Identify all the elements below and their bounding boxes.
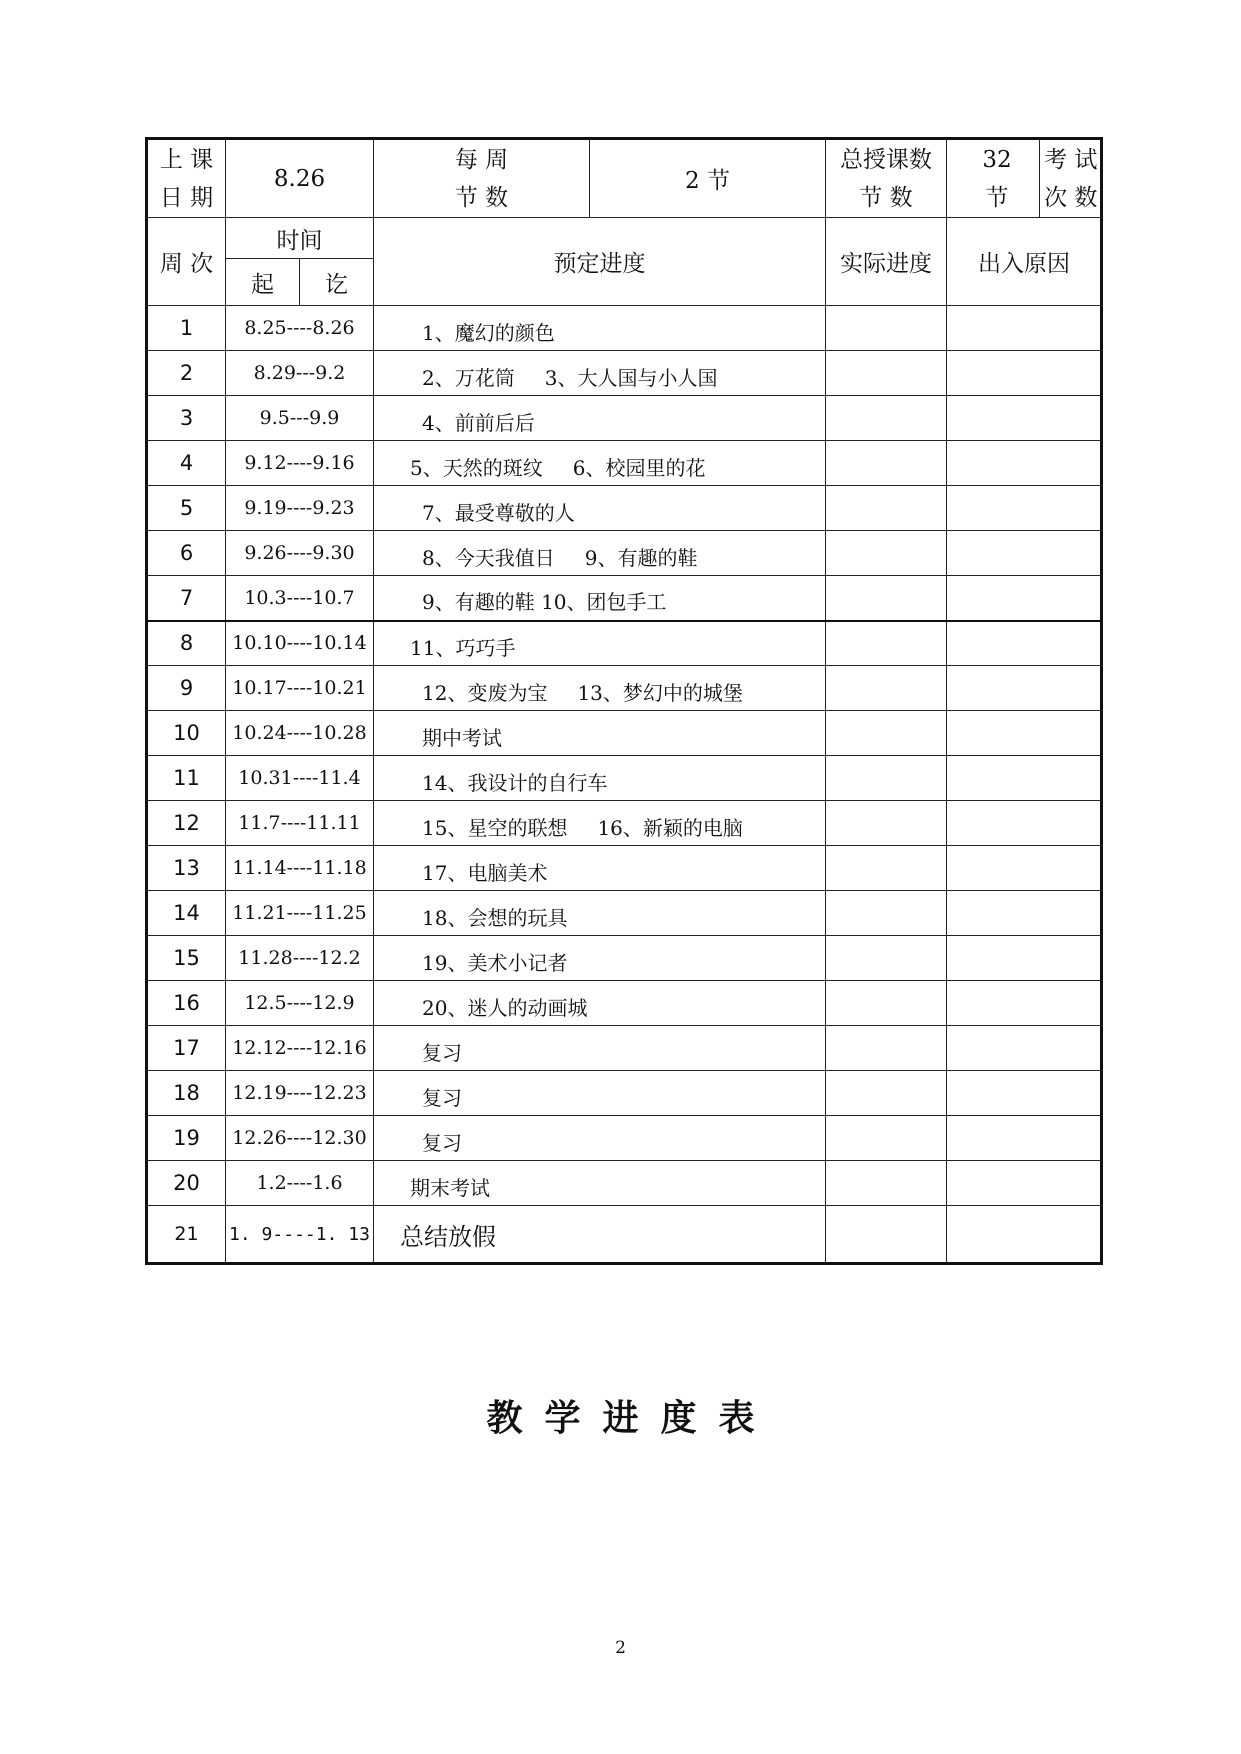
deviation-reason-cell bbox=[947, 891, 1102, 936]
planned-progress bbox=[374, 1116, 826, 1161]
table-row bbox=[147, 711, 1102, 756]
exam-count-label: 考 试 次 数 bbox=[1040, 139, 1102, 218]
deviation-reason-cell bbox=[947, 756, 1102, 801]
date-range: 9.12----9.16 bbox=[226, 441, 374, 486]
table-row bbox=[147, 441, 1102, 486]
deviation-reason-cell bbox=[947, 936, 1102, 981]
week-number: 8 bbox=[147, 621, 226, 666]
planned-progress-text: 2、万花筒 bbox=[422, 365, 515, 390]
planned-progress-text: 17、电脑美术 bbox=[422, 860, 548, 885]
header-row bbox=[147, 139, 1102, 218]
table-row bbox=[147, 1161, 1102, 1206]
planned-progress-text: 4、前前后后 bbox=[422, 410, 535, 435]
deviation-reason-cell bbox=[947, 396, 1102, 441]
deviation-reason-cell bbox=[947, 1026, 1102, 1071]
actual-progress-cell bbox=[826, 1206, 947, 1264]
actual-progress-cell bbox=[826, 486, 947, 531]
table-row bbox=[147, 621, 1102, 666]
date-range: 9.5---9.9 bbox=[226, 396, 374, 441]
planned-progress-text: 复习 bbox=[422, 1130, 462, 1155]
week-number: 2 bbox=[147, 351, 226, 396]
actual-progress-cell bbox=[826, 891, 947, 936]
total-sessions-label: 总授课数 节 数 bbox=[826, 139, 947, 218]
planned-progress-text: 总结放假 bbox=[400, 1222, 496, 1251]
actual-progress-cell bbox=[826, 1071, 947, 1116]
table-row bbox=[147, 891, 1102, 936]
schedule-table bbox=[145, 137, 1103, 1265]
date-range: 11.21----11.25 bbox=[226, 891, 374, 936]
document-title: 教学进度表 bbox=[486, 1398, 777, 1439]
planned-progress bbox=[374, 981, 826, 1026]
date-range: 10.31----11.4 bbox=[226, 756, 374, 801]
week-number: 17 bbox=[147, 1026, 226, 1071]
actual-progress-cell bbox=[826, 1161, 947, 1206]
planned-progress-text: 7、最受尊敬的人 bbox=[422, 500, 575, 525]
actual-progress-cell bbox=[826, 981, 947, 1026]
week-number: 5 bbox=[147, 486, 226, 531]
planned-progress bbox=[374, 1071, 826, 1116]
week-number: 7 bbox=[147, 576, 226, 621]
planned-progress-text: 5、天然的斑纹 bbox=[410, 455, 543, 480]
planned-progress bbox=[374, 441, 826, 486]
week-number: 21 bbox=[147, 1206, 226, 1264]
week-number: 12 bbox=[147, 801, 226, 846]
date-range: 9.19----9.23 bbox=[226, 486, 374, 531]
start-date-label: 上 课 日 期 bbox=[147, 139, 226, 218]
date-range: 1. 9----1. 13 bbox=[226, 1206, 374, 1264]
deviation-reason-cell bbox=[947, 531, 1102, 576]
deviation-reason-cell bbox=[947, 981, 1102, 1026]
actual-progress-cell bbox=[826, 711, 947, 756]
actual-progress-cell bbox=[826, 846, 947, 891]
actual-progress-cell bbox=[826, 936, 947, 981]
from-label: 起 bbox=[226, 259, 300, 306]
planned-progress-text: 9、有趣的鞋 10、团包手工 bbox=[422, 590, 667, 615]
deviation-reason-label: 出入原因 bbox=[947, 218, 1102, 306]
week-number: 20 bbox=[147, 1161, 226, 1206]
deviation-reason-cell bbox=[947, 801, 1102, 846]
planned-progress bbox=[374, 1161, 826, 1206]
table-row bbox=[147, 666, 1102, 711]
week-number: 6 bbox=[147, 531, 226, 576]
planned-progress bbox=[374, 621, 826, 666]
deviation-reason-cell bbox=[947, 1116, 1102, 1161]
planned-progress-text: 11、巧巧手 bbox=[410, 635, 516, 660]
planned-progress bbox=[374, 1026, 826, 1071]
week-number: 9 bbox=[147, 666, 226, 711]
planned-progress-text: 期中考试 bbox=[422, 725, 502, 750]
table-row bbox=[147, 1206, 1102, 1264]
deviation-reason-cell bbox=[947, 576, 1102, 621]
deviation-reason-cell bbox=[947, 666, 1102, 711]
table-row bbox=[147, 306, 1102, 351]
week-number: 4 bbox=[147, 441, 226, 486]
table-row bbox=[147, 981, 1102, 1026]
actual-progress-cell bbox=[826, 1116, 947, 1161]
date-range: 11.28----12.2 bbox=[226, 936, 374, 981]
time-label: 时间 bbox=[226, 218, 374, 259]
actual-progress-cell bbox=[826, 621, 947, 666]
week-number: 11 bbox=[147, 756, 226, 801]
planned-progress-text: 复习 bbox=[422, 1040, 462, 1065]
week-number: 15 bbox=[147, 936, 226, 981]
planned-progress-text: 期末考试 bbox=[410, 1175, 490, 1200]
table-row bbox=[147, 801, 1102, 846]
planned-progress bbox=[374, 351, 826, 396]
deviation-reason-cell bbox=[947, 1161, 1102, 1206]
planned-progress bbox=[374, 531, 826, 576]
actual-progress-cell bbox=[826, 666, 947, 711]
date-range: 11.7----11.11 bbox=[226, 801, 374, 846]
start-date-value: 8.26 bbox=[226, 139, 374, 218]
date-range: 10.17----10.21 bbox=[226, 666, 374, 711]
deviation-reason-cell bbox=[947, 621, 1102, 666]
date-range: 12.19----12.23 bbox=[226, 1071, 374, 1116]
planned-progress bbox=[374, 936, 826, 981]
planned-progress-text: 20、迷人的动画城 bbox=[422, 995, 588, 1020]
deviation-reason-cell bbox=[947, 441, 1102, 486]
table-row bbox=[147, 486, 1102, 531]
table-row bbox=[147, 846, 1102, 891]
planned-progress-text: 15、星空的联想 bbox=[422, 815, 568, 840]
planned-progress-text-2: 9、有趣的鞋 bbox=[584, 545, 698, 570]
date-range: 8.25----8.26 bbox=[226, 306, 374, 351]
planned-progress-text: 复习 bbox=[422, 1085, 462, 1110]
week-number: 18 bbox=[147, 1071, 226, 1116]
weekly-sessions-label: 每 周 节 数 bbox=[374, 139, 590, 218]
actual-progress-cell bbox=[826, 1026, 947, 1071]
planned-progress bbox=[374, 756, 826, 801]
deviation-reason-cell bbox=[947, 711, 1102, 756]
planned-progress-text: 19、美术小记者 bbox=[422, 950, 568, 975]
week-number: 13 bbox=[147, 846, 226, 891]
deviation-reason-cell bbox=[947, 306, 1102, 351]
date-range: 12.5----12.9 bbox=[226, 981, 374, 1026]
planned-progress bbox=[374, 396, 826, 441]
table-row bbox=[147, 576, 1102, 621]
table-row bbox=[147, 756, 1102, 801]
table-row bbox=[147, 531, 1102, 576]
date-range: 10.10----10.14 bbox=[226, 621, 374, 666]
actual-progress-cell bbox=[826, 801, 947, 846]
actual-progress-cell bbox=[826, 576, 947, 621]
week-number: 3 bbox=[147, 396, 226, 441]
planned-progress-text-2: 3、大人国与小人国 bbox=[544, 365, 718, 390]
planned-progress-text-2: 16、新颖的电脑 bbox=[597, 815, 743, 840]
table-row bbox=[147, 351, 1102, 396]
date-range: 1.2----1.6 bbox=[226, 1161, 374, 1206]
planned-progress bbox=[374, 486, 826, 531]
deviation-reason-cell bbox=[947, 846, 1102, 891]
planned-progress-text: 8、今天我值日 bbox=[422, 545, 555, 570]
planned-progress-text-2: 13、梦幻中的城堡 bbox=[577, 680, 743, 705]
deviation-reason-cell bbox=[947, 351, 1102, 396]
date-range: 12.26----12.30 bbox=[226, 1116, 374, 1161]
week-label: 周 次 bbox=[147, 218, 226, 306]
planned-progress-text: 14、我设计的自行车 bbox=[422, 770, 608, 795]
date-range: 9.26----9.30 bbox=[226, 531, 374, 576]
week-number: 14 bbox=[147, 891, 226, 936]
week-number: 16 bbox=[147, 981, 226, 1026]
date-range: 8.29---9.2 bbox=[226, 351, 374, 396]
planned-progress-text-2: 6、校园里的花 bbox=[572, 455, 706, 480]
week-number: 19 bbox=[147, 1116, 226, 1161]
actual-progress-cell bbox=[826, 396, 947, 441]
total-sessions-value: 32 节 bbox=[947, 139, 1040, 218]
week-number: 1 bbox=[147, 306, 226, 351]
date-range: 10.3----10.7 bbox=[226, 576, 374, 621]
planned-progress bbox=[374, 306, 826, 351]
actual-progress-cell bbox=[826, 756, 947, 801]
week-number: 10 bbox=[147, 711, 226, 756]
table-row bbox=[147, 1116, 1102, 1161]
actual-progress-label: 实际进度 bbox=[826, 218, 947, 306]
table-row bbox=[147, 1026, 1102, 1071]
planned-progress bbox=[374, 1206, 826, 1264]
deviation-reason-cell bbox=[947, 1206, 1102, 1264]
planned-progress bbox=[374, 891, 826, 936]
weekly-sessions-value: 2 节 bbox=[590, 139, 826, 218]
deviation-reason-cell bbox=[947, 1071, 1102, 1116]
page-number: 2 bbox=[615, 1638, 626, 1658]
planned-progress bbox=[374, 711, 826, 756]
actual-progress-cell bbox=[826, 531, 947, 576]
subheader-row bbox=[147, 218, 1102, 259]
table-row bbox=[147, 396, 1102, 441]
planned-progress-label: 预定进度 bbox=[374, 218, 826, 306]
to-label: 讫 bbox=[300, 259, 374, 306]
table-row bbox=[147, 1071, 1102, 1116]
table-row bbox=[147, 936, 1102, 981]
planned-progress bbox=[374, 576, 826, 621]
date-range: 12.12----12.16 bbox=[226, 1026, 374, 1071]
deviation-reason-cell bbox=[947, 486, 1102, 531]
planned-progress bbox=[374, 801, 826, 846]
planned-progress-text: 1、魔幻的颜色 bbox=[422, 320, 555, 345]
actual-progress-cell bbox=[826, 306, 947, 351]
planned-progress-text: 18、会想的玩具 bbox=[422, 905, 568, 930]
planned-progress bbox=[374, 846, 826, 891]
date-range: 10.24----10.28 bbox=[226, 711, 374, 756]
planned-progress bbox=[374, 666, 826, 711]
actual-progress-cell bbox=[826, 441, 947, 486]
actual-progress-cell bbox=[826, 351, 947, 396]
planned-progress-text: 12、变废为宝 bbox=[422, 680, 548, 705]
date-range: 11.14----11.18 bbox=[226, 846, 374, 891]
